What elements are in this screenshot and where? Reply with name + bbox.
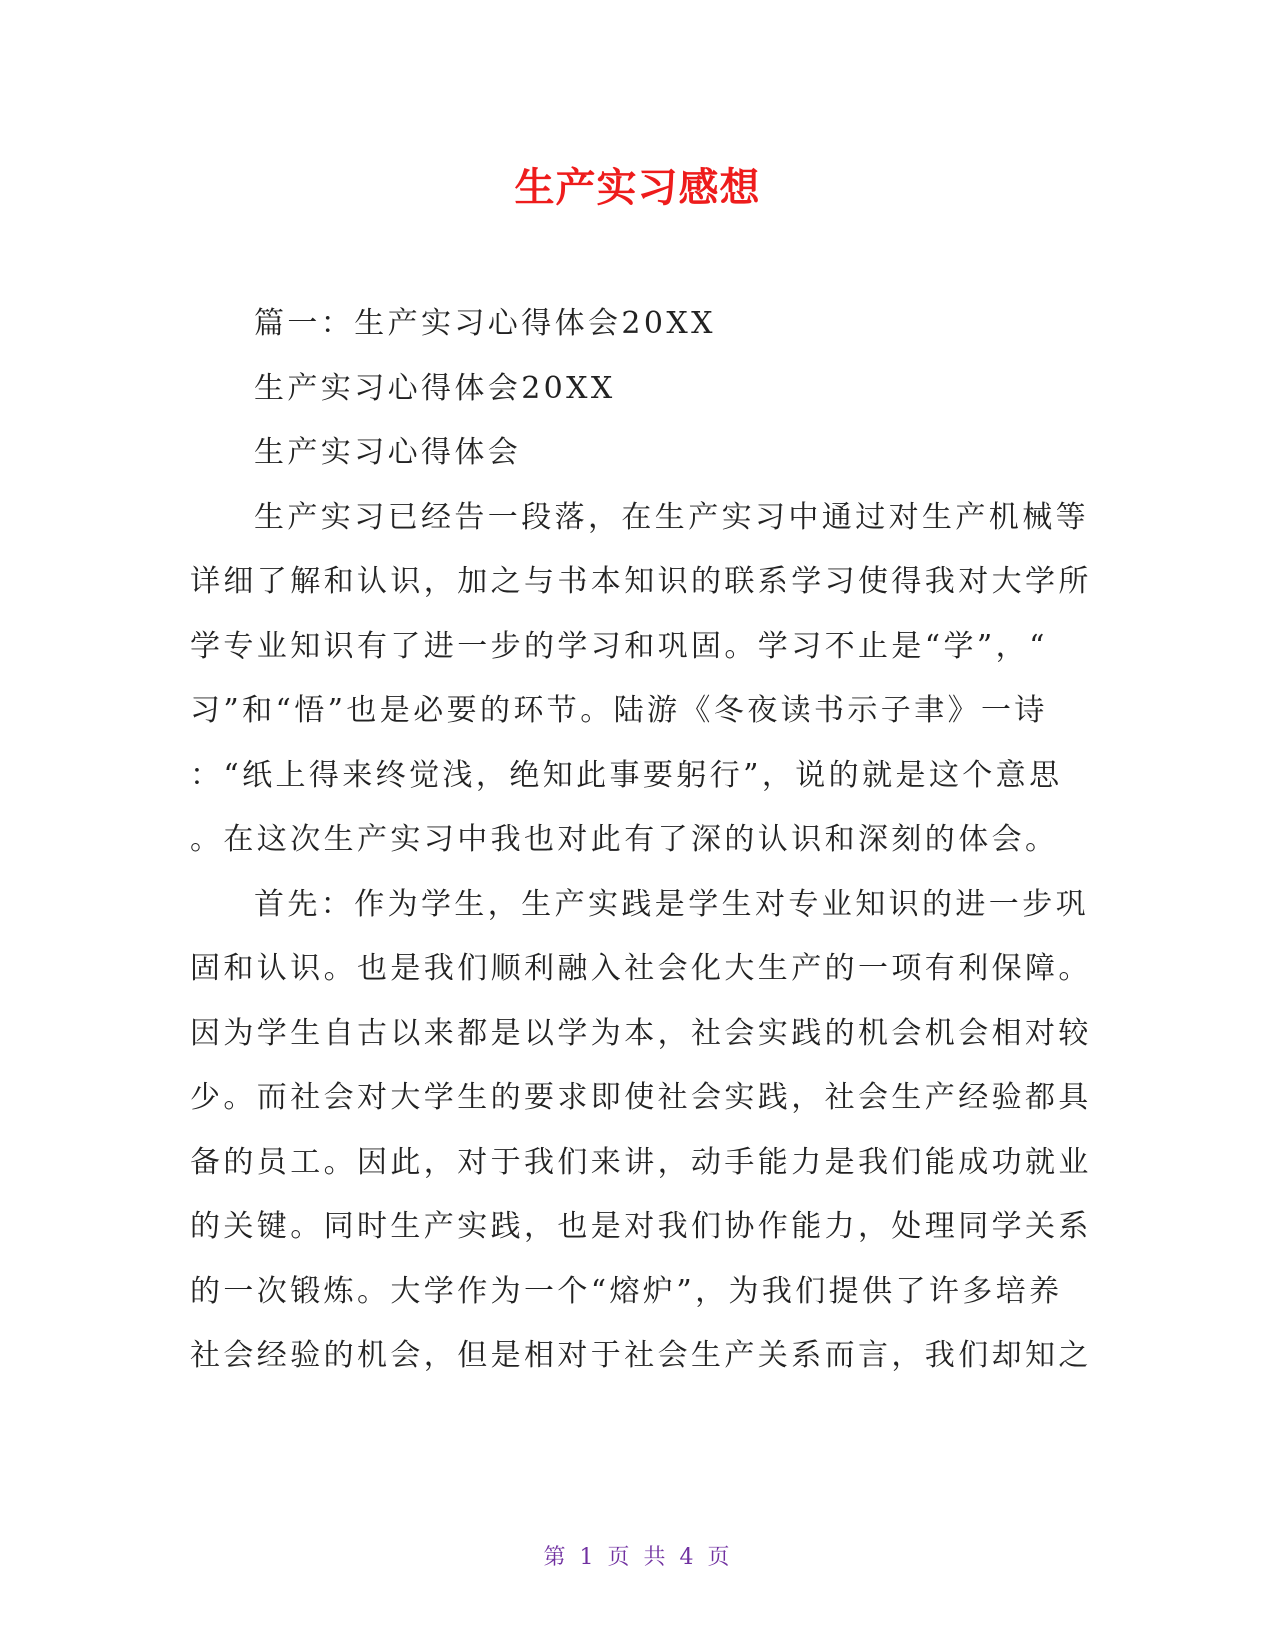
text-line: 首先：作为学生，生产实践是学生对专业知识的进一步巩 <box>254 886 1089 922</box>
text-line: 生产实习已经告一段落，在生产实习中通过对生产机械等 <box>254 499 1089 535</box>
current-page-number: 1 <box>579 1545 596 1570</box>
footer-label: 页 <box>707 1545 732 1570</box>
footer-label: 页 <box>607 1545 632 1570</box>
text-line: 固和认识。也是我们顺利融入社会化大生产的一项有利保障。 <box>190 951 1092 986</box>
text-line: 生产实习心得体会 <box>254 435 522 470</box>
total-page-count: 4 <box>679 1545 696 1570</box>
text-line: 的关键。同时生产实践，也是对我们协作能力，处理同学关系 <box>190 1209 1092 1244</box>
text-line: 详细了解和认识，加之与书本知识的联系学习使得我对大学所 <box>190 564 1092 599</box>
text-line: 因为学生自古以来都是以学为本，社会实践的机会机会相对较 <box>190 1015 1092 1051</box>
footer-label: 共 <box>643 1545 668 1570</box>
text-line: 习”和“悟”也是必要的环节。陆游《冬夜读书示子聿》一诗 <box>190 693 1048 728</box>
text-line: ：“纸上得来终觉浅，绝知此事要躬行”，说的就是这个意思 <box>190 757 1063 793</box>
text-line: 生产实习心得体会20XX <box>254 370 616 406</box>
text-line: 。在这次生产实习中我也对此有了深的认识和深刻的体会。 <box>190 822 1059 857</box>
text-line: 篇一：生产实习心得体会20XX <box>254 306 716 341</box>
text-line: 的一次锻炼。大学作为一个“熔炉”，为我们提供了许多培养 <box>190 1273 1063 1309</box>
text-line: 学专业知识有了进一步的学习和巩固。学习不止是“学”，“ <box>190 628 1048 664</box>
text-line: 备的员工。因此，对于我们来讲，动手能力是我们能成功就业 <box>190 1144 1092 1180</box>
page-footer <box>0 1540 1275 1571</box>
text-line: 社会经验的机会，但是相对于社会生产关系而言，我们却知之 <box>190 1338 1092 1373</box>
page-title: 生产实习感想 <box>514 165 761 211</box>
text-line: 少。而社会对大学生的要求即使社会实践，社会生产经验都具 <box>190 1080 1092 1115</box>
footer-label: 第 <box>543 1545 568 1570</box>
document-body <box>190 292 1092 1389</box>
